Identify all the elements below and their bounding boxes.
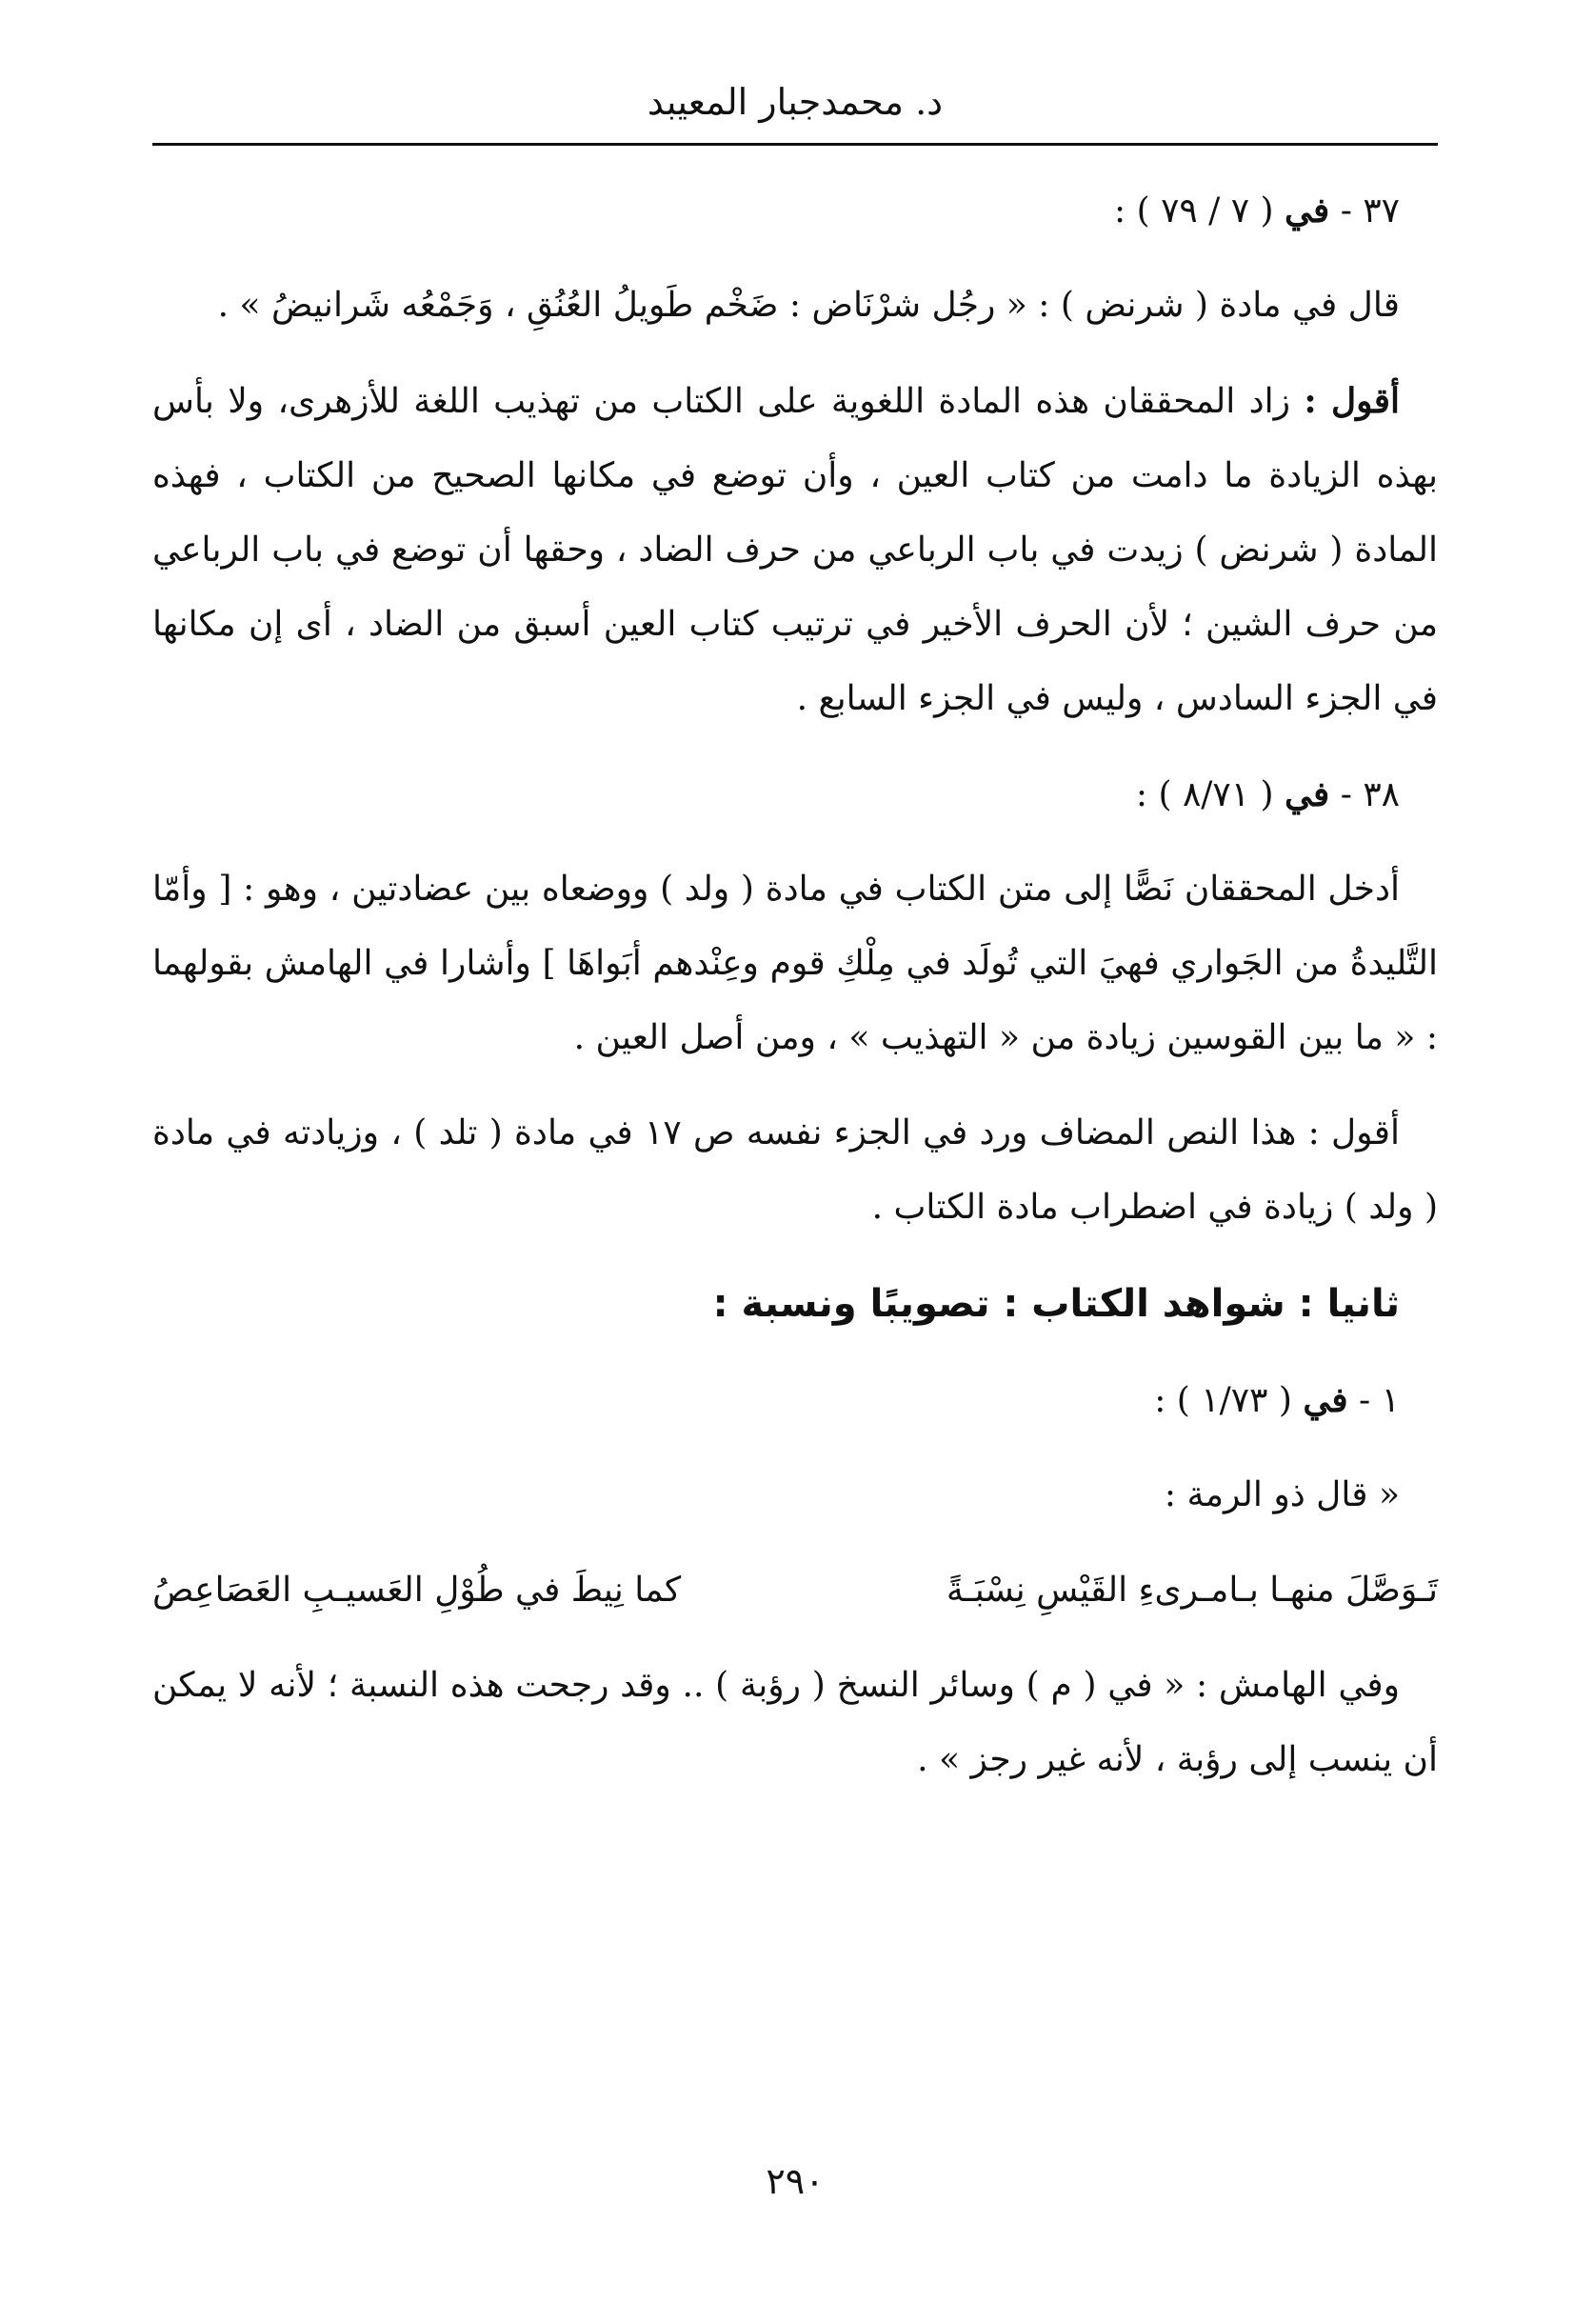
verse-intro: « قال ذو الرمة : — [1164, 1475, 1400, 1514]
verse-first-hemistich: تَـوَصَّلَ منهـا بـامـرىءِ القَيْسِ نِسْبَـةً — [946, 1571, 1438, 1610]
item-38-heading — [152, 757, 1400, 831]
page-number: ٢٩٠ — [766, 2160, 825, 2202]
comment-1-paragraph — [152, 364, 1438, 736]
page-body — [152, 173, 1438, 1818]
witness-1-heading — [152, 1363, 1400, 1437]
item-38-paragraph: أدخل المحققان نَصًّا إلى متن الكتاب في مادة ( ولد ) ووضعاه بين عضادتين ، وهو : [ وأمّا التَّليدةُ من الجَواري فهيَ التي تُولَد في مِلْكِ قوم وعِنْدهم أبَواهَا ] وأشارا في الهامش بقولهما : « ما بين القوسين زيادة من « التهذيب » ، ومن أصل العين . — [152, 870, 1438, 1057]
item-fi: في — [1285, 774, 1330, 814]
running-head: د. محمدجبار المعيبد — [647, 81, 944, 123]
section-title: ثانيا : شواهد الكتاب : تصويبًا ونسبة : — [712, 1282, 1400, 1326]
item-37-paragraph: قال في مادة ( شرنض ) : « رجُل شرْنَاض : ضَخْم طَويلُ العُنُقِ ، وَجَمْعُه شَرانيضُ » . — [217, 286, 1400, 325]
item-number: ٣٧ - — [1340, 191, 1400, 230]
item-fi: في — [1303, 1380, 1348, 1420]
comment-lead: أقول : — [1304, 381, 1400, 421]
verse-second-hemistich: كما نِيطَ في طُوْلِ العَسيـبِ العَصَاعِصُ — [152, 1571, 682, 1610]
item-number: ٣٨ - — [1340, 775, 1400, 814]
item-fi: في — [1285, 190, 1330, 230]
book-page — [152, 0, 1438, 2324]
footnote-note-paragraph: وفي الهامش : « في ( م ) وسائر النسخ ( رؤبة ) .. وقد رجحت هذه النسبة ؛ لأنه لا يمكن أن ينسب إلى رؤبة ، لأنه غير رجز » . — [152, 1666, 1438, 1779]
item-37-heading — [152, 173, 1400, 248]
comment-2-paragraph: أقول : هذا النص المضاف ورد في الجزء نفسه ص ١٧ في مادة ( تلد ) ، وزيادته في مادة ( ولد ) زيادة في اضطراب مادة الكتاب . — [152, 1113, 1438, 1227]
comment-text: زاد المحققان هذه المادة اللغوية على الكتاب من تهذيب اللغة للأزهرى، ولا بأس بهذه الزيادة ما دامت من كتاب العين ، وأن توضع في مكانها الصحيح من الكتاب ، فهذه المادة ( شرنض ) زيدت في باب الرباعي من حرف الضاد ، وحقها أن توضع في باب الرباعي من حرف الشين ؛ لأن الحرف الأخير في ترتيب كتاب العين أسبق من الضاد ، أى إن مكانها في الجزء السادس ، وليس في الجزء السابع . — [152, 382, 1438, 718]
poetry-verse — [152, 1553, 1438, 1628]
item-reference: ( ٧ / ٧٩ ) : — [1114, 191, 1274, 230]
item-reference: ( ١/٧٣ ) : — [1154, 1381, 1292, 1420]
item-reference: ( ٨/٧١ ) : — [1135, 775, 1274, 814]
header-rule — [152, 143, 1438, 146]
item-number: ١ - — [1359, 1381, 1400, 1420]
